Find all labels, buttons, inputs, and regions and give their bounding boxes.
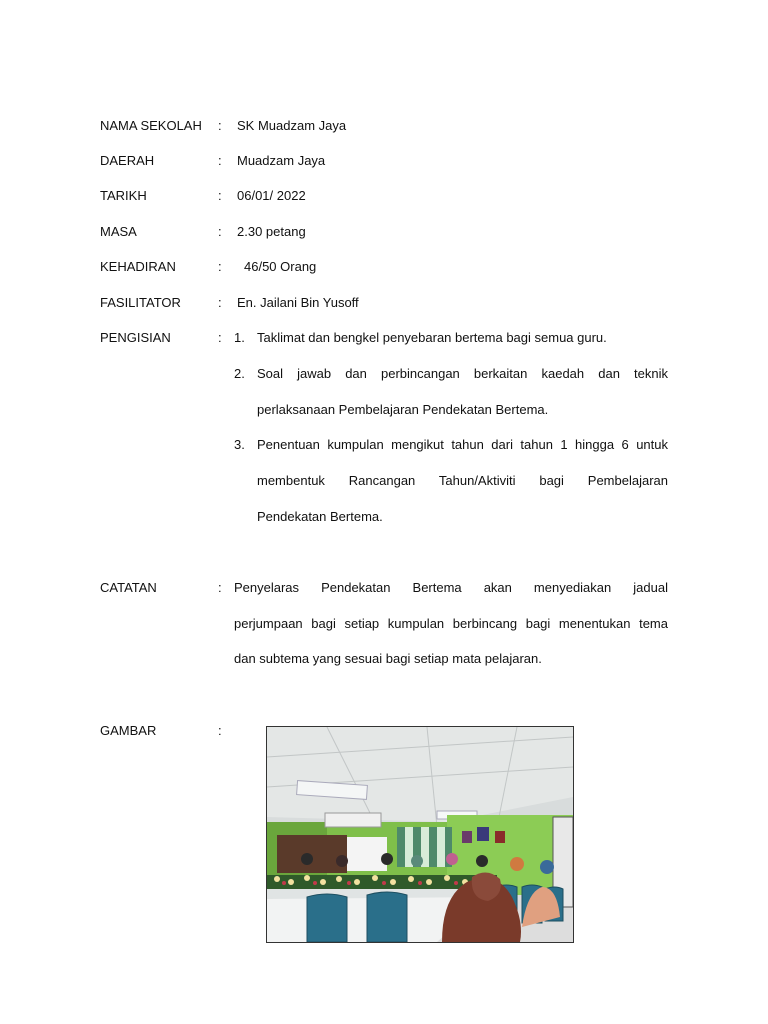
field-value: Muadzam Jaya	[237, 153, 326, 168]
field-colon: :	[218, 330, 222, 345]
field-colon: :	[218, 153, 222, 168]
field-label: MASA	[100, 224, 137, 239]
field-colon: :	[218, 295, 222, 310]
note-line: dan subtema yang sesuai bagi setiap mata pelajaran.	[234, 651, 542, 666]
field-colon: :	[218, 224, 222, 239]
field-colon: :	[218, 118, 222, 133]
field-label: PENGISIAN	[100, 330, 171, 345]
field-value: 2.30 petang	[237, 224, 306, 239]
field-colon: :	[218, 723, 222, 738]
list-item-line: Pendekatan Bertema.	[257, 509, 383, 524]
field-label: NAMA SEKOLAH	[100, 118, 202, 133]
list-number: 2.	[234, 366, 245, 381]
field-label: CATATAN	[100, 580, 157, 595]
list-item-line: Taklimat dan bengkel penyebaran bertema bagi semua guru.	[257, 330, 607, 345]
note-line: Penyelaras Pendekatan Bertema akan menyediakan jadual	[234, 580, 668, 595]
field-label: DAERAH	[100, 153, 155, 168]
list-item-line: perlaksanaan Pembelajaran Pendekatan Bertema.	[257, 402, 549, 417]
field-value: En. Jailani Bin Yusoff	[237, 295, 359, 310]
list-item-line: Soal jawab dan perbincangan berkaitan kaedah dan teknik	[257, 366, 668, 381]
note-line: perjumpaan bagi setiap kumpulan berbincang bagi menentukan tema	[234, 616, 668, 631]
field-label: FASILITATOR	[100, 295, 181, 310]
meeting-room-photo	[266, 726, 574, 943]
list-item-line: Penentuan kumpulan mengikut tahun dari tahun 1 hingga 6 untuk	[257, 437, 668, 452]
field-colon: :	[218, 259, 222, 274]
field-value: SK Muadzam Jaya	[237, 118, 347, 133]
field-label: TARIKH	[100, 188, 147, 203]
list-number: 1.	[234, 330, 245, 345]
field-colon: :	[218, 580, 222, 595]
field-colon: :	[218, 188, 222, 203]
field-label: KEHADIRAN	[100, 259, 176, 274]
field-label: GAMBAR	[100, 723, 157, 738]
list-item-line: membentuk Rancangan Tahun/Aktiviti bagi Pembelajaran	[257, 473, 668, 488]
list-number: 3.	[234, 437, 245, 452]
field-value: 46/50 Orang	[244, 259, 317, 274]
field-value: 06/01/ 2022	[237, 188, 306, 203]
